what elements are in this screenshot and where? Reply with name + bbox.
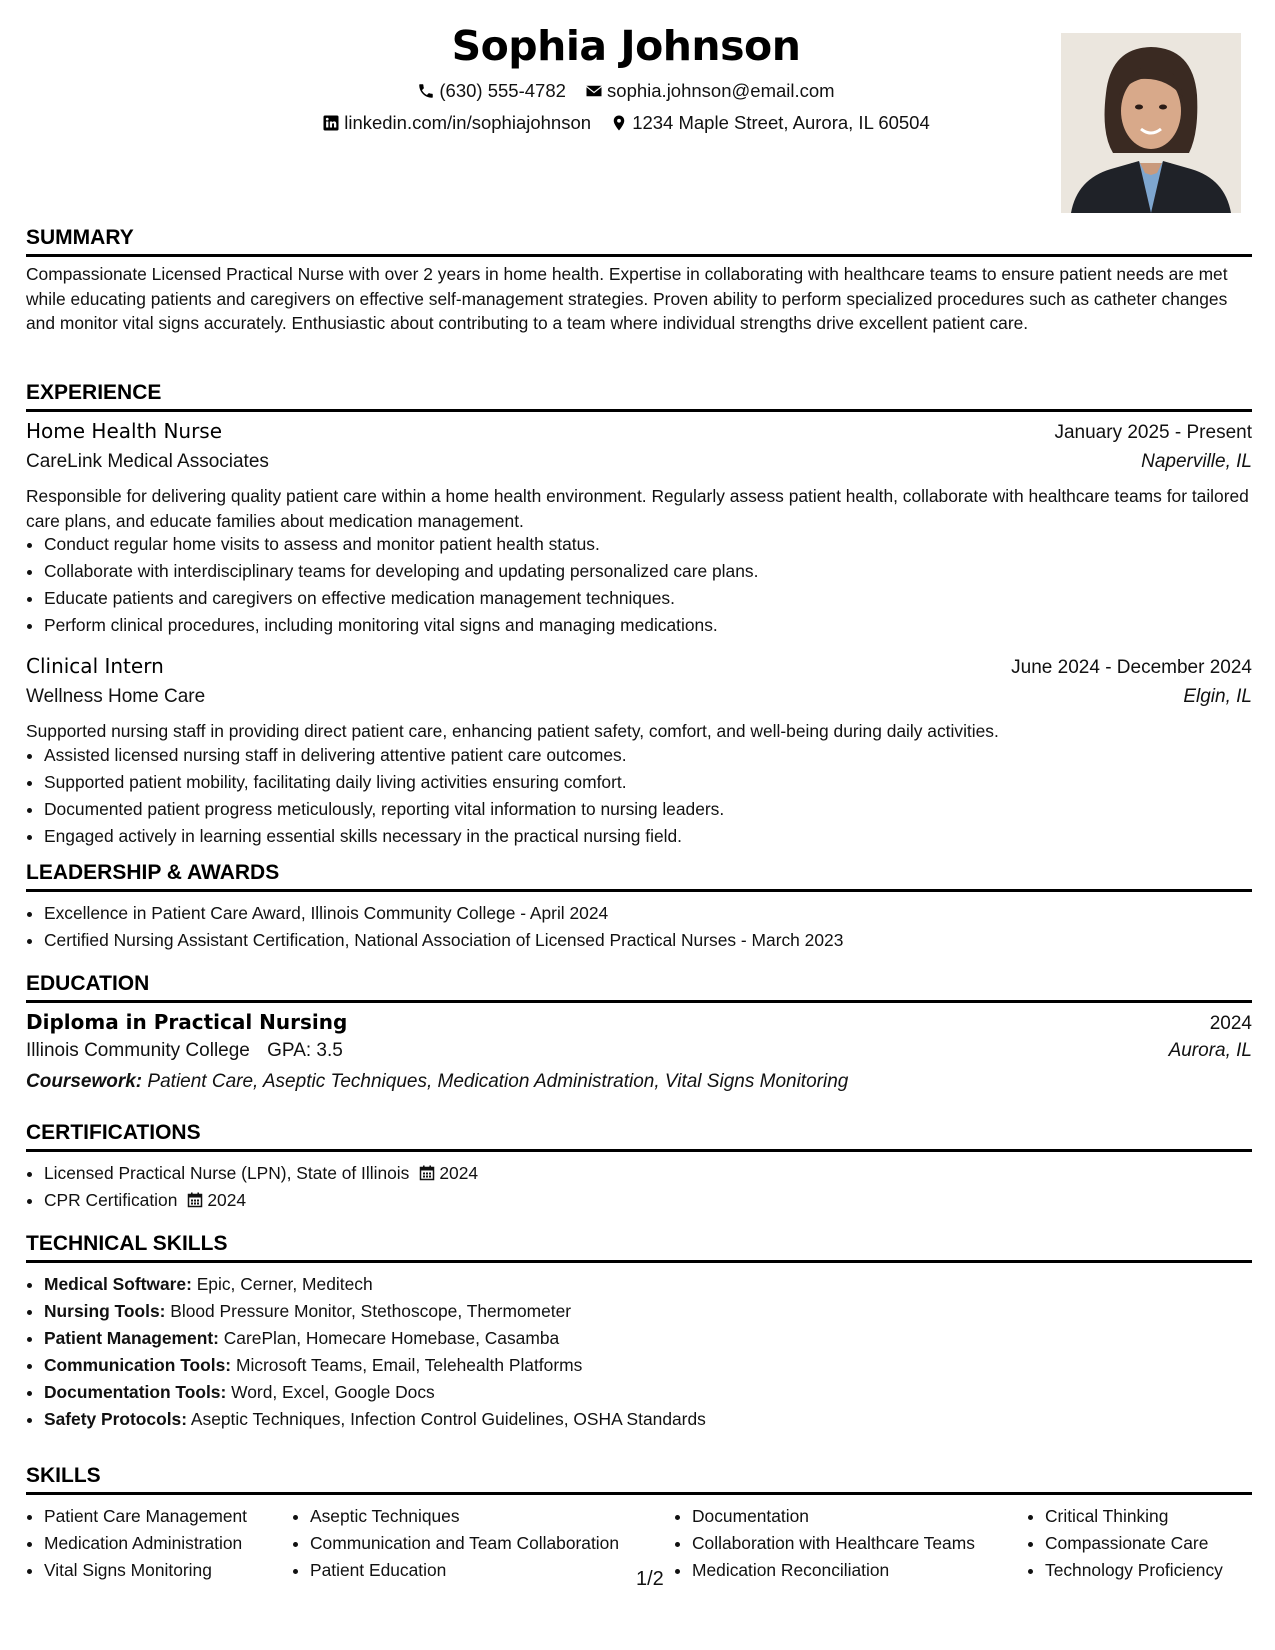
contact-line-1 [26,80,1226,105]
coursework-text: Patient Care, Aseptic Techniques, Medication Administration, Vital Signs Monitoring [147,1071,849,1092]
list-item: • Assisted licensed nursing staff in delivering attentive patient care outcomes. [44,742,1244,769]
linkedin-url[interactable]: linkedin.com/in/sophiajohnson [344,112,592,133]
job-dates: January 2025 - Present [1054,422,1252,443]
contact-line-2 [26,112,1226,137]
list-item: • Documented patient progress meticulously, reporting vital information to nursing leaders. [44,796,1244,823]
list-item: • Patient Care Management [44,1503,247,1530]
job-description: Supported nursing staff in providing direct patient care, enhancing patient safety, comfort, and well-being during daily activities. [26,721,999,741]
candidate-name: Sophia Johnson [451,22,801,70]
section-title-summary: SUMMARY [26,226,1252,257]
skill-values: Aseptic Techniques, Infection Control Guidelines, OSHA Standards [190,1409,706,1429]
list-item: • Educate patients and caregivers on effective medication management techniques. [44,585,1244,612]
skills-column [310,1503,619,1584]
street-address: 1234 Maple Street, Aurora, IL 60504 [632,112,930,133]
section-title-technical-skills: TECHNICAL SKILLS [26,1232,1252,1263]
calendar-icon [409,1163,439,1183]
company-name: CareLink Medical Associates [26,451,269,472]
page-number: 1/2 [636,1568,664,1590]
list-item: • Vital Signs Monitoring [44,1557,247,1584]
gpa: GPA: 3.5 [267,1040,343,1061]
list-item [44,1160,1244,1187]
skill-values: Blood Pressure Monitor, Stethoscope, Thermometer [170,1301,572,1321]
list-item [44,1298,1244,1325]
list-item: • Medication Reconciliation [692,1557,975,1584]
list-item: • Critical Thinking [1045,1503,1223,1530]
certification-name: CPR Certification [44,1190,178,1210]
skill-category: Documentation Tools: [44,1382,227,1402]
company-name: Wellness Home Care [26,686,206,707]
list-item: • Technology Proficiency [1045,1557,1223,1584]
section-title-experience: EXPERIENCE [26,381,1252,412]
phone-icon [417,82,435,100]
list-item: • Engaged actively in learning essential skills necessary in the practical nursing field. [44,823,1244,850]
list-item: • Excellence in Patient Care Award, Illinois Community College - April 2024 [44,900,1244,927]
skill-category: Medical Software: [44,1274,192,1294]
map-pin-icon [610,114,628,132]
job-location: Elgin, IL [1183,686,1252,707]
job-dates: June 2024 - December 2024 [1011,657,1252,678]
section-title-education: EDUCATION [26,972,1252,1003]
graduation-year: 2024 [1209,1013,1252,1034]
email-address[interactable]: sophia.johnson@email.com [607,80,835,101]
job-title: Clinical Intern [26,654,164,678]
degree-name: Diploma in Practical Nursing [26,1010,348,1034]
list-item [44,1187,1244,1214]
job-company-row [26,451,1252,473]
resume-page [26,0,1252,1650]
list-item [44,1271,1244,1298]
list-item [44,1352,1244,1379]
skill-values: Word, Excel, Google Docs [231,1382,435,1402]
envelope-icon [585,82,603,100]
list-item: • Communication and Team Collaboration [310,1530,619,1557]
section-title-leadership: LEADERSHIP & AWARDS [26,861,1252,892]
job-bullets [44,531,1244,639]
profile-photo [1061,33,1241,213]
list-item: • Supported patient mobility, facilitating daily living activities ensuring comfort. [44,769,1244,796]
list-item: • Collaborate with interdisciplinary teams for developing and updating personalized care plans. [44,558,1244,585]
section-title-certifications: CERTIFICATIONS [26,1121,1252,1152]
skill-category: Nursing Tools: [44,1301,166,1321]
school-line [26,1040,343,1062]
summary-text: Compassionate Licensed Practical Nurse with over 2 years in home health. Expertise in collaborating with healthcare teams to ensure patient needs are met while educating patients and caregivers on effective self-management strategies. Proven ability to perform specialized procedures such as catheter changes and monitor vital signs accurately. Enthusiastic about contributing to a team where individual strengths drive excellent patient care. [26,264,1228,333]
phone-contact [417,80,566,102]
job-header-row [26,654,1252,679]
job-title: Home Health Nurse [26,419,223,443]
skill-values: Epic, Cerner, Meditech [196,1274,373,1294]
certification-year: 2024 [207,1190,247,1210]
skills-column [1045,1503,1223,1584]
school-name: Illinois Community College [26,1040,250,1061]
technical-skills-list [44,1271,1244,1433]
phone-number: (630) 555-4782 [439,80,566,101]
list-item: • Perform clinical procedures, including monitoring vital signs and managing medications. [44,612,1244,639]
list-item: • Medication Administration [44,1530,247,1557]
coursework-line [26,1071,848,1093]
skill-category: Communication Tools: [44,1355,232,1375]
education-header-row [26,1010,1252,1035]
certifications-list [44,1160,1244,1214]
list-item: • Documentation [692,1503,975,1530]
address-contact [610,112,930,134]
list-item: • Compassionate Care [1045,1530,1223,1557]
skill-values: Microsoft Teams, Email, Telehealth Platforms [235,1355,583,1375]
job-company-row [26,686,1252,708]
resume-header [26,0,1252,220]
education-school-row [26,1040,1252,1062]
skill-values: CarePlan, Homecare Homebase, Casamba [223,1328,560,1348]
list-item: • Patient Education [310,1557,619,1584]
list-item [44,1406,1244,1433]
skill-category: Safety Protocols: [44,1409,188,1429]
linkedin-icon [322,114,340,132]
school-location: Aurora, IL [1168,1040,1252,1061]
calendar-icon [177,1190,207,1210]
skills-column [44,1503,247,1584]
list-item: • Aseptic Techniques [310,1503,619,1530]
job-description: Responsible for delivering quality patient care within a home health environment. Regularly assess patient health, collaborate with healthcare teams for tailored care plans, and educate families about medication management. [26,486,1249,531]
section-title-skills: SKILLS [26,1464,1252,1495]
certification-year: 2024 [439,1163,479,1183]
job-location: Naperville, IL [1141,451,1252,472]
list-item: • Certified Nursing Assistant Certification, National Association of Licensed Practical Nurses - March 2023 [44,927,1244,954]
job-header-row [26,419,1252,444]
coursework-label: Coursework: [26,1071,143,1092]
coursework-row [26,1071,1252,1093]
linkedin-contact[interactable] [322,112,591,134]
email-contact[interactable] [585,80,835,102]
skills-column [692,1503,975,1584]
list-item [44,1379,1244,1406]
list-item: • Collaboration with Healthcare Teams [692,1530,975,1557]
leadership-list [44,900,1244,954]
portrait-image [1061,33,1241,213]
job-bullets [44,742,1244,850]
skill-category: Patient Management: [44,1328,219,1348]
list-item: • Conduct regular home visits to assess and monitor patient health status. [44,531,1244,558]
certification-name: Licensed Practical Nurse (LPN), State of Illinois [44,1163,410,1183]
list-item [44,1325,1244,1352]
